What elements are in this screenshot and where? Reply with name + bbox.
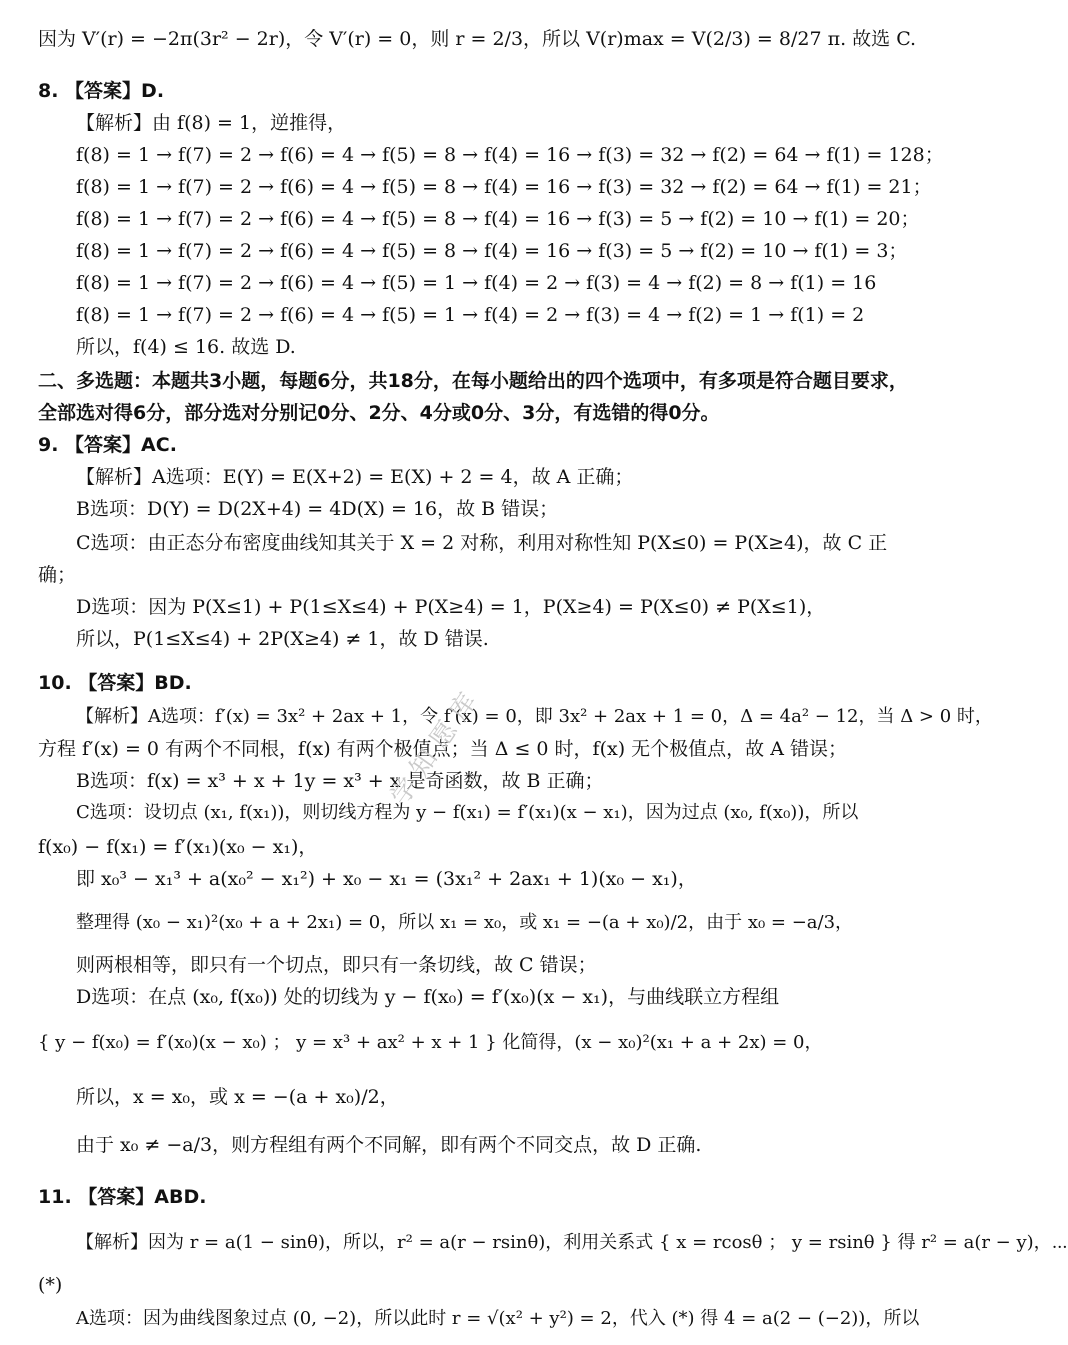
text-line: 所以，x = x₀，或 x = −(a + x₀)/2， [76, 1086, 399, 1108]
text-line: B选项：f(x) = x³ + x + 1y = x³ + x 是奇函数，故 B 正确； [76, 770, 604, 792]
text-line: 【解析】由 f(8) = 1，逆推得， [76, 112, 347, 134]
text-line: f(8) = 1 → f(7) = 2 → f(6) = 4 → f(5) = 1 → f(4) = 2 → f(3) = 4 → f(2) = 1 → f(1) = 2 [76, 304, 865, 326]
text-line: f(8) = 1 → f(7) = 2 → f(6) = 4 → f(5) = 8 → f(4) = 16 → f(3) = 5 → f(2) = 10 → f(1) = 3； [76, 240, 908, 262]
section-heading: 二、多选题：本题共3小题，每题6分，共18分，在每小题给出的四个选项中，有多项是符合题目要求， [38, 370, 908, 392]
text-line: f(8) = 1 → f(7) = 2 → f(6) = 4 → f(5) = 8 → f(4) = 16 → f(3) = 5 → f(2) = 10 → f(1) = 20； [76, 208, 920, 230]
text-line: 【解析】A选项：E(Y) = E(X+2) = E(X) + 2 = 4，故 A 正确； [76, 466, 634, 488]
answer-heading: 8. 【答案】D. [38, 80, 165, 102]
equation-system: { y − f(x₀) = f′(x₀)(x − x₀) ； y = x³ + ax² + x + 1 } 化简得，(x − x₀)²(x₁ + a + 2x) = 0， [38, 1032, 823, 1053]
text-line: B选项：D(Y) = D(2X+4) = 4D(X) = 16，故 B 错误； [76, 498, 559, 520]
text-line: C选项：由正态分布密度曲线知其关于 X = 2 对称，利用对称性知 P(X≤0) = P(X≥4)，故 C 正 [76, 532, 888, 554]
text-line: 因为 V′(r) = −2π(3r² − 2r)，令 V′(r) = 0，则 r = 2/3，所以 V(r)max = V(2/3) = 8/27 π. 故选 C. [38, 28, 917, 50]
watermark: 学 知 愿 库 [384, 687, 484, 811]
text-line: A选项：因为曲线图象过点 (0, −2)，所以此时 r = √(x² + y²) = 2，代入 (*) 得 4 = a(2 − (−2))，所以 [76, 1308, 920, 1329]
equation-marker: (*) [38, 1274, 63, 1296]
text-line: f(x₀) − f(x₁) = f′(x₁)(x₀ − x₁)， [38, 836, 318, 858]
section-heading: 全部选对得6分，部分选对分别记0分、2分、4分或0分、3分，有选错的得0分。 [38, 402, 720, 424]
text-line: 即 x₀³ − x₁³ + a(x₀² − x₁²) + x₀ − x₁ = (3x₁² + 2ax₁ + 1)(x₀ − x₁)， [76, 868, 697, 890]
text-line: 【解析】A选项：f′(x) = 3x² + 2ax + 1，令 f′(x) = 0，即 3x² + 2ax + 1 = 0，Δ = 4a² − 12，当 Δ > 0 时， [76, 706, 993, 727]
text-line: 则两根相等，即只有一个切点，即只有一条切线，故 C 错误； [76, 954, 597, 976]
text-line: 确； [38, 564, 77, 586]
text-line: 所以，f(4) ≤ 16. 故选 D. [76, 336, 296, 358]
text-line: D选项：因为 P(X≤1) + P(1≤X≤4) + P(X≥4) = 1，P(X≥4) = P(X≤0) ≠ P(X≤1)， [76, 596, 826, 618]
text-line: f(8) = 1 → f(7) = 2 → f(6) = 4 → f(5) = 8 → f(4) = 16 → f(3) = 32 → f(2) = 64 → f(1) = 128； [76, 144, 944, 166]
text-line: 所以，P(1≤X≤4) + 2P(X≥4) ≠ 1，故 D 错误. [76, 628, 489, 650]
answer-heading: 10. 【答案】BD. [38, 672, 192, 694]
text-line: f(8) = 1 → f(7) = 2 → f(6) = 4 → f(5) = 8 → f(4) = 16 → f(3) = 32 → f(2) = 64 → f(1) = 21； [76, 176, 932, 198]
text-line: f(8) = 1 → f(7) = 2 → f(6) = 4 → f(5) = 1 → f(4) = 2 → f(3) = 4 → f(2) = 8 → f(1) = 16 [76, 272, 877, 294]
text-line: 由于 x₀ ≠ −a/3，则方程组有两个不同解，即有两个不同交点，故 D 正确. [76, 1134, 702, 1156]
text-line: 【解析】因为 r = a(1 − sinθ)，所以，r² = a(r − rsinθ)，利用关系式 { x = rcosθ ； y = rsinθ } 得 r² = a(r − y)，⋯ [76, 1232, 1068, 1253]
text-line: D选项：在点 (x₀, f(x₀)) 处的切线为 y − f(x₀) = f′(x₀)(x − x₁)，与曲线联立方程组 [76, 986, 780, 1008]
text-line: 方程 f′(x) = 0 有两个不同根，f(x) 有两个极值点；当 Δ ≤ 0 时，f(x) 无个极值点，故 A 错误； [38, 738, 847, 760]
text-line: C选项：设切点 (x₁, f(x₁))，则切线方程为 y − f(x₁) = f′(x₁)(x − x₁)，因为过点 (x₀, f(x₀))，所以 [76, 802, 859, 823]
text-line: 整理得 (x₀ − x₁)²(x₀ + a + 2x₁) = 0，所以 x₁ = x₀，或 x₁ = −(a + x₀)/2，由于 x₀ = −a/3， [76, 912, 854, 933]
answer-heading: 11. 【答案】ABD. [38, 1186, 207, 1208]
answer-heading: 9. 【答案】AC. [38, 434, 177, 456]
